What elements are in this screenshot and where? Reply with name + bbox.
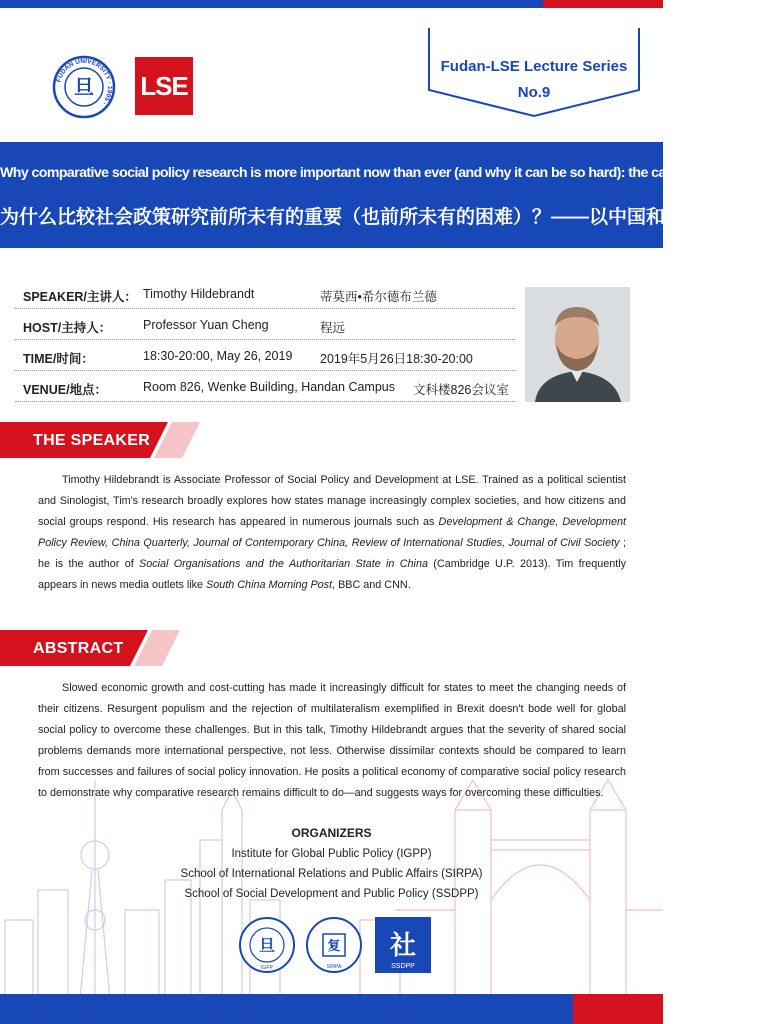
info-value-en: 18:30-20:00, May 26, 2019 bbox=[143, 349, 293, 363]
info-label: TIME/时间： bbox=[23, 352, 94, 366]
bio-journals: Development & Change, Development Policy Review, China Quarterly, Journal of Contemporary China, Review of International Studies, Journal of Civil Society bbox=[38, 516, 626, 549]
info-value-en: Room 826, Wenke Building, Handan Campus bbox=[143, 380, 395, 394]
organizer-item: School of Social Development and Public Policy (SSDPP) bbox=[184, 888, 479, 900]
bio-outlet: South China Morning Post bbox=[206, 579, 333, 591]
lecture-title-en: Why comparative social policy research is more important now than ever (and why it can be so hard): the case of UK & China bbox=[0, 165, 771, 181]
info-label: HOST/主持人： bbox=[23, 321, 112, 335]
info-value-en: Timothy Hildebrandt bbox=[143, 287, 255, 301]
info-value-en: Professor Yuan Cheng bbox=[143, 318, 269, 332]
svg-text:旦: 旦 bbox=[258, 936, 276, 955]
info-row-host bbox=[15, 309, 515, 340]
top-stripe bbox=[0, 0, 663, 8]
speaker-bio bbox=[38, 470, 626, 596]
section-title: ABSTRACT bbox=[33, 640, 124, 657]
svg-text:复: 复 bbox=[327, 939, 341, 954]
info-row-speaker bbox=[15, 278, 515, 309]
lecture-series-box bbox=[427, 28, 641, 118]
svg-text:旦: 旦 bbox=[74, 75, 94, 99]
bio-text: Timothy Hildebrandt is Associate Professor of Social Policy and Development at LSE. Trained as a political scientist and Sinologist, Tim's research broadly explores how states manage increasingly complex societies, and how citizens and social groups respond. His research has appeared in numerous journals such as bbox=[38, 474, 626, 528]
abstract-text: Slowed economic growth and cost-cutting has made it increasingly difficult for states to meet the changing needs of their citizens. Resurgent populism and the rejection of multilateralism exemplified in Brexit doesn't bode well for global social policy to overcome these challenges. But in this talk, Timothy Hildebrandt argues that the severity of shared social problems demands more international perspective, not less. Otherwise dissimilar contexts should be compared to learn from successes and failures of social policy innovation. He posits a political economy of comparative social policy research to demonstrate why comparative research remains difficult to do—and suggests ways for overcoming these difficulties. bbox=[38, 682, 626, 799]
info-value-cn: 2019年5月26日18:30-20:00 bbox=[320, 352, 473, 366]
svg-text:FUDAN UNIVERSITY · 1905 ·: FUDAN UNIVERSITY · 1905 · bbox=[55, 57, 114, 107]
ssdpp-logo bbox=[374, 916, 432, 974]
speaker-section-header bbox=[0, 422, 200, 458]
info-row-venue bbox=[15, 371, 515, 402]
bio-text: ; he is the author of bbox=[38, 537, 626, 570]
info-value-cn: 文科楼826会议室 bbox=[413, 383, 509, 397]
bio-book: Social Organisations and the Authoritarian State in China bbox=[139, 558, 428, 570]
lse-logo: LSE bbox=[135, 57, 193, 115]
info-value-cn: 程远 bbox=[320, 321, 346, 335]
svg-text:SIRPA: SIRPA bbox=[326, 964, 342, 970]
section-title: THE SPEAKER bbox=[33, 432, 151, 449]
abstract-text-block bbox=[38, 678, 626, 804]
bio-text: (Cambridge U.P. 2013). Tim frequently appears in news media outlets like bbox=[38, 558, 627, 591]
organizer-item: Institute for Global Public Policy (IGPP) bbox=[231, 848, 432, 860]
organizers-heading: ORGANIZERS bbox=[291, 826, 372, 840]
lecture-title-cn: 为什么比较社会政策研究前所未有的重要（也前所未有的困难）？——以中国和英国为例 bbox=[0, 207, 742, 228]
bottom-stripe bbox=[0, 994, 663, 1024]
series-title: Fudan-LSE Lecture Series bbox=[440, 58, 628, 75]
info-label: VENUE/地点： bbox=[23, 383, 108, 397]
info-value-cn: 蒂莫西•希尔德布兰德 bbox=[320, 290, 437, 304]
sirpa-seal-logo bbox=[305, 916, 363, 974]
title-band bbox=[0, 142, 771, 248]
speaker-photo bbox=[525, 287, 630, 402]
organizer-item: School of International Relations and Public Affairs (SIRPA) bbox=[180, 868, 483, 880]
info-row-time bbox=[15, 340, 515, 371]
series-number: No.9 bbox=[517, 84, 551, 101]
abstract-section-header bbox=[0, 630, 200, 666]
igpp-seal-logo bbox=[238, 916, 296, 974]
svg-text:社: 社 bbox=[389, 931, 417, 961]
fudan-university-logo bbox=[52, 55, 116, 119]
svg-text:SSDPP: SSDPP bbox=[391, 963, 415, 970]
svg-text:IGPP: IGPP bbox=[261, 965, 273, 971]
bio-text: , BBC and CNN. bbox=[332, 579, 411, 591]
info-label: SPEAKER/主讲人： bbox=[23, 290, 137, 304]
